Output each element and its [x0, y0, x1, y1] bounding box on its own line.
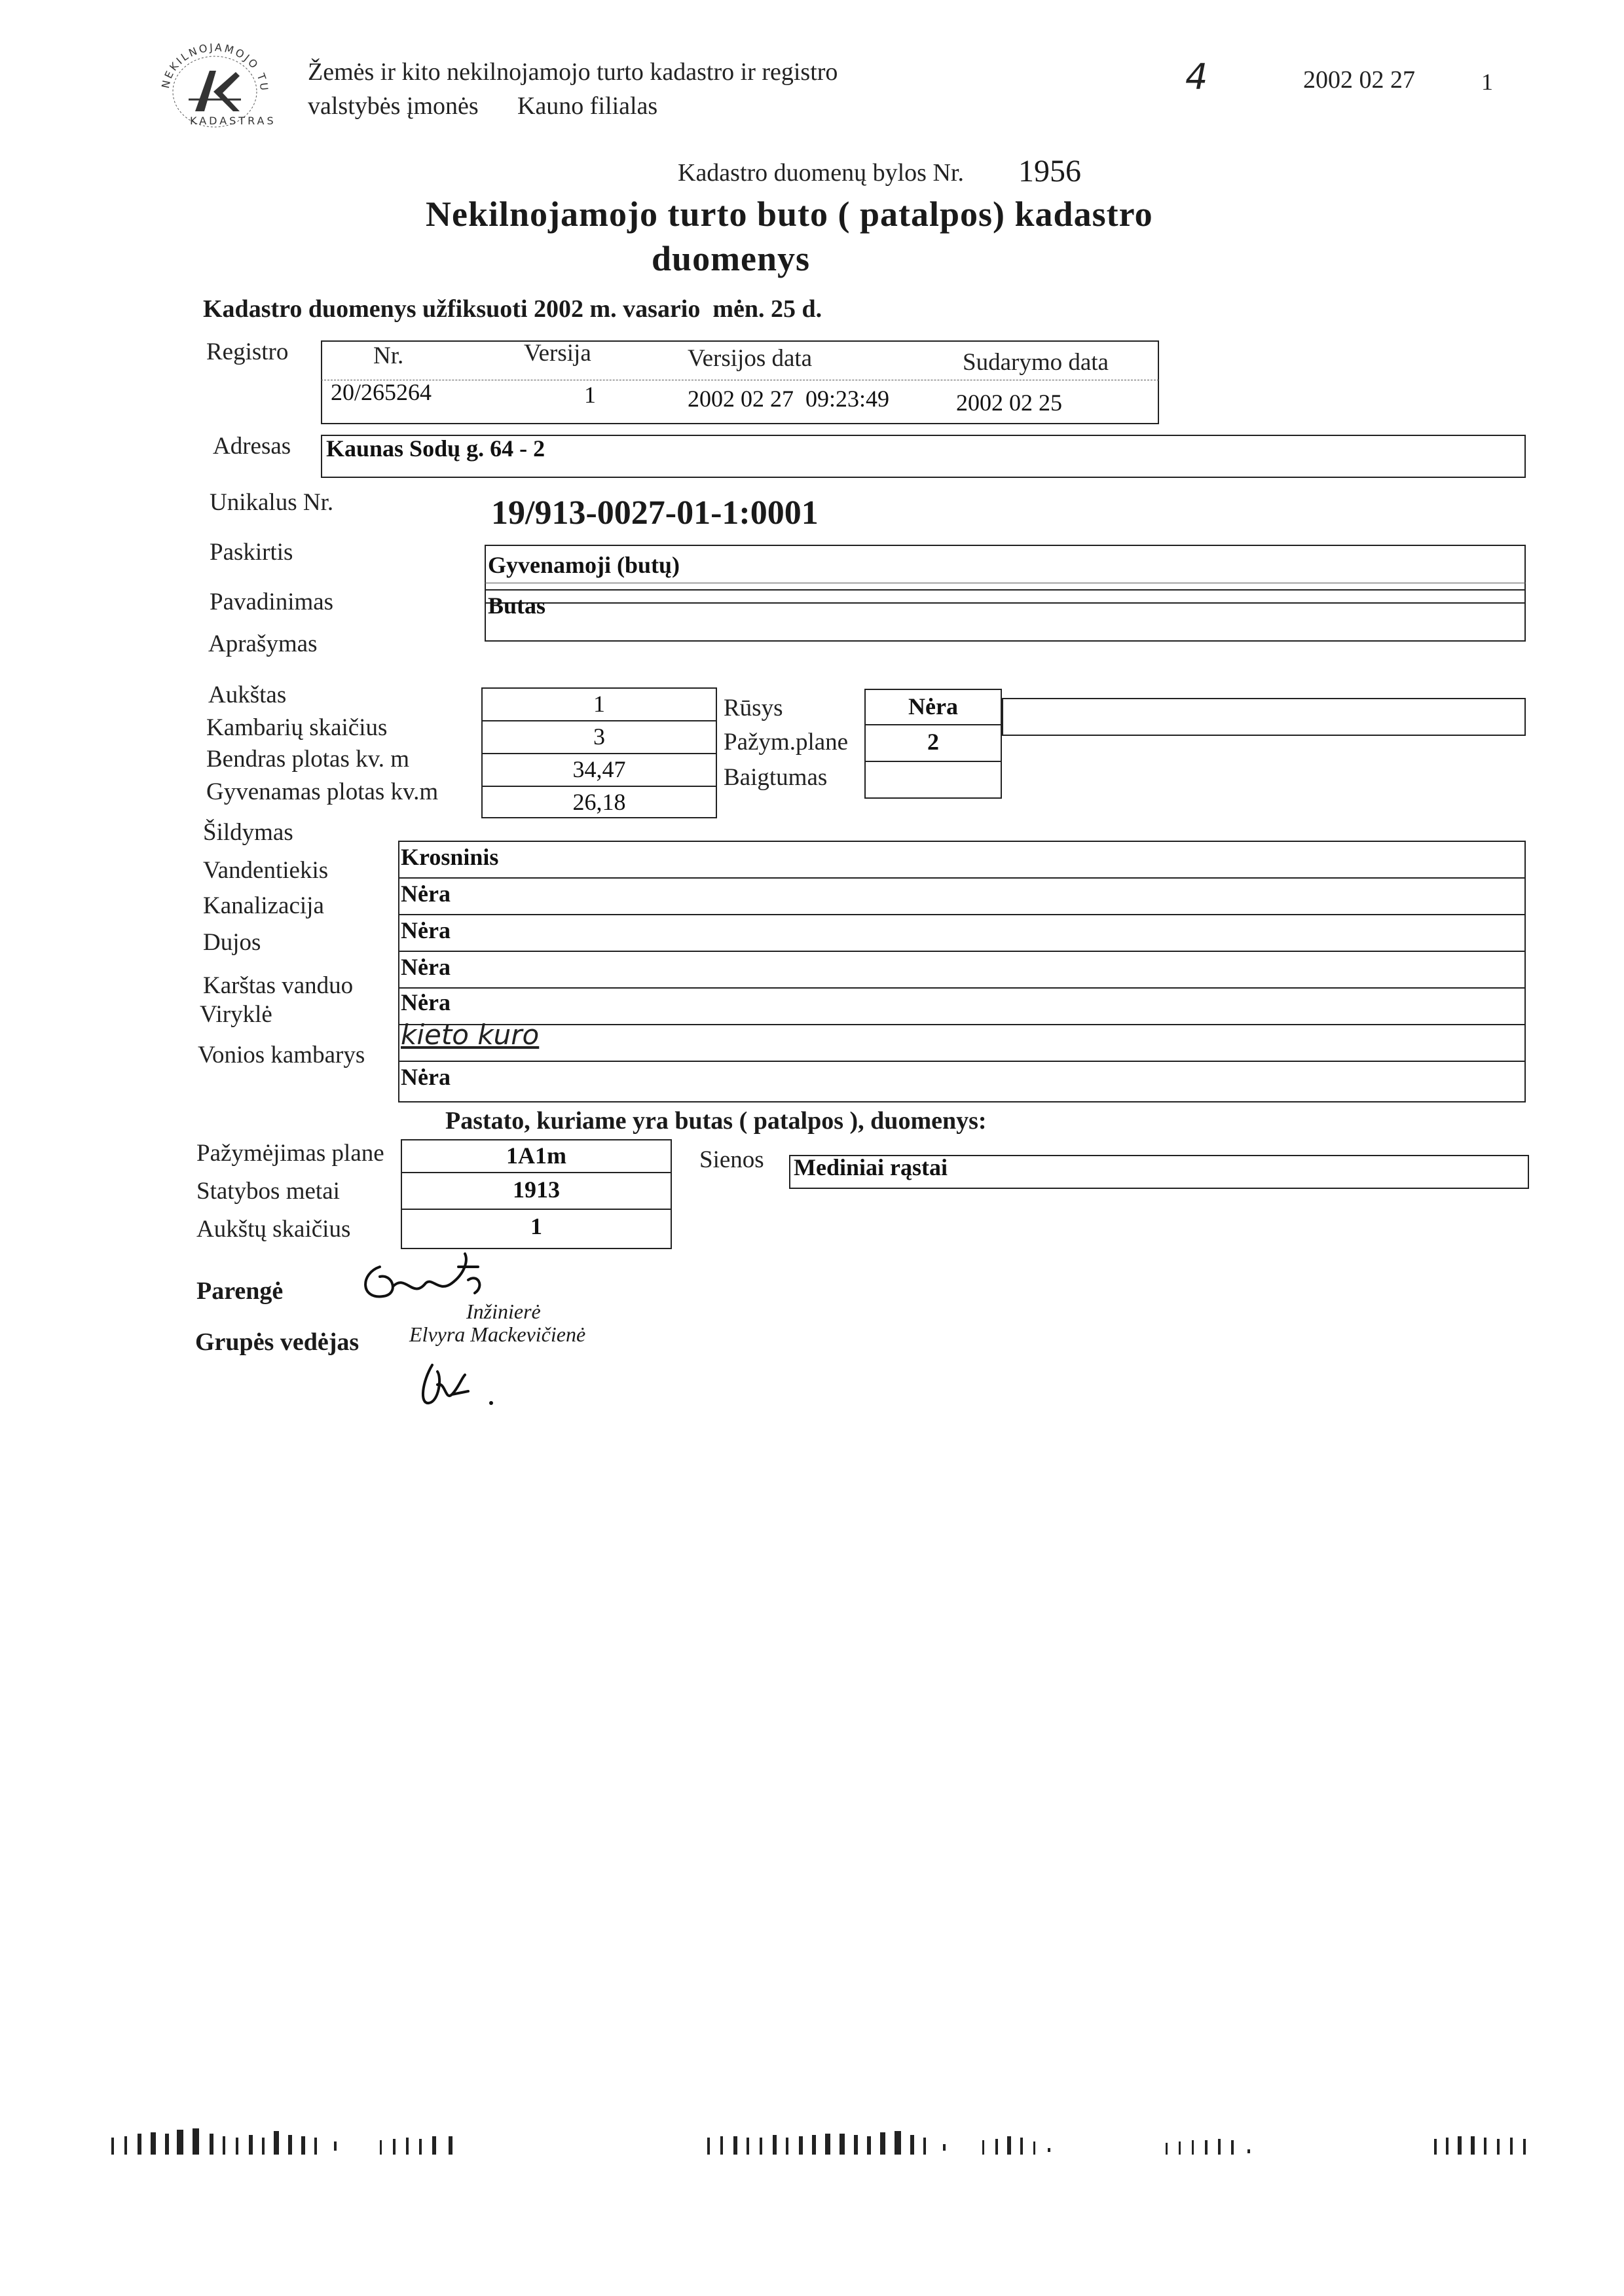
file-ref-label: Kadastro duomenų bylos Nr. — [678, 159, 964, 187]
utilities-box — [398, 841, 1526, 1102]
registry-version-date-value: 2002 02 27 09:23:49 — [688, 386, 890, 412]
heating-value: Krosninis — [401, 844, 499, 870]
total-area-label: Bendras plotas kv. m — [206, 746, 410, 773]
bathroom-value: Nėra — [401, 1064, 451, 1090]
total-area-value: 34,47 — [572, 756, 626, 782]
building-plan-mark-label: Pažymėjimas plane — [196, 1140, 384, 1167]
stove-value: kieto kuro — [401, 1019, 540, 1051]
heating-label: Šildymas — [203, 819, 293, 846]
prepared-role: Inžinierė — [466, 1300, 541, 1323]
building-year-label: Statybos metai — [196, 1178, 340, 1205]
water-label: Vandentiekis — [203, 857, 329, 884]
completeness-label: Baigtumas — [724, 764, 828, 791]
building-plan-mark-value: 1A1m — [506, 1142, 566, 1169]
living-area-value: 26,18 — [572, 789, 626, 815]
living-area-label: Gyvenamas plotas kv.m — [206, 778, 439, 805]
registry-header-nr: Nr. — [373, 342, 404, 369]
svg-text:NEKILNOJAMOJO TURTO: NEKILNOJAMOJO TU — [158, 41, 271, 93]
plan-mark-label: Pažym.plane — [724, 729, 849, 756]
company-logo — [149, 39, 280, 131]
registry-header-created-date: Sudarymo data — [963, 349, 1109, 376]
org-line-1: Žemės ir kito nekilnojamojo turto kadastro ir registro — [308, 58, 838, 86]
hot-water-label: Karštas vanduo — [203, 972, 354, 999]
basement-value: Nėra — [908, 693, 958, 720]
walls-value: Mediniai rąstai — [794, 1154, 948, 1180]
building-floors-value: 1 — [530, 1213, 542, 1239]
page-number: 1 — [1481, 69, 1493, 95]
rooms-value: 3 — [593, 723, 605, 750]
floor-value: 1 — [593, 691, 605, 717]
page-title-line-1: Nekilnojamojo turto buto ( patalpos) kadastro — [426, 194, 1153, 234]
bathroom-label: Vonios kambarys — [198, 1042, 365, 1068]
fixed-date-line: Kadastro duomenys užfiksuoti 2002 m. vasario mėn. 25 d. — [203, 295, 822, 323]
head-signature — [406, 1358, 504, 1411]
address-label: Adresas — [213, 433, 291, 460]
gas-label: Dujos — [203, 929, 261, 956]
purpose-label: Paskirtis — [210, 539, 293, 566]
name-box — [485, 589, 1526, 642]
purpose-value: Gyvenamoji (butų) — [488, 552, 680, 578]
scan-barcode-strip — [105, 2118, 1559, 2157]
registry-header-version-date: Versijos data — [688, 345, 813, 372]
water-value: Nėra — [401, 881, 451, 907]
registry-header-version: Versija — [524, 340, 591, 367]
handwritten-number: 4 — [1185, 56, 1208, 98]
address-value: Kaunas Sodų g. 64 - 2 — [326, 435, 545, 462]
walls-label: Sienos — [699, 1146, 764, 1173]
file-ref-number: 1956 — [1018, 154, 1081, 189]
description-label: Aprašymas — [208, 630, 318, 657]
sewerage-label: Kanalizacija — [203, 892, 324, 919]
page-title-line-2: duomenys — [652, 239, 811, 278]
registry-label: Registro — [206, 338, 289, 365]
org-line-2b: Kauno filialas — [517, 92, 658, 120]
registry-created-date-value: 2002 02 25 — [956, 390, 1062, 416]
hot-water-value: Nėra — [401, 989, 451, 1015]
name-value: Butas — [488, 592, 546, 619]
plan-mark-value: 2 — [927, 729, 939, 755]
header-date: 2002 02 27 — [1303, 66, 1415, 94]
side-extra-box — [1002, 698, 1526, 736]
stove-label: Viryklė — [200, 1001, 272, 1028]
prepared-name: Elvyra Mackevičienė — [409, 1322, 586, 1346]
sewerage-value: Nėra — [401, 917, 451, 943]
name-label: Pavadinimas — [210, 589, 334, 615]
building-heading: Pastato, kuriame yra butas ( patalpos ), duomenys: — [445, 1107, 987, 1135]
registry-version-value: 1 — [584, 382, 596, 408]
rooms-label: Kambarių skaičius — [206, 714, 388, 741]
gas-value: Nėra — [401, 954, 451, 980]
basement-label: Rūsys — [724, 695, 783, 721]
floor-label: Aukštas — [208, 682, 287, 708]
unique-number: 19/913-0027-01-1:0001 — [491, 494, 819, 532]
building-year-value: 1913 — [513, 1176, 560, 1203]
building-floors-label: Aukštų skaičius — [196, 1216, 351, 1243]
head-label: Grupės vedėjas — [195, 1328, 360, 1356]
prepared-label: Parengė — [196, 1277, 284, 1305]
svg-text:KADASTRAS: KADASTRAS — [190, 115, 276, 127]
org-line-2a: valstybės įmonės — [308, 92, 479, 120]
registry-nr-value: 20/265264 — [331, 379, 432, 405]
unique-label: Unikalus Nr. — [210, 489, 334, 516]
